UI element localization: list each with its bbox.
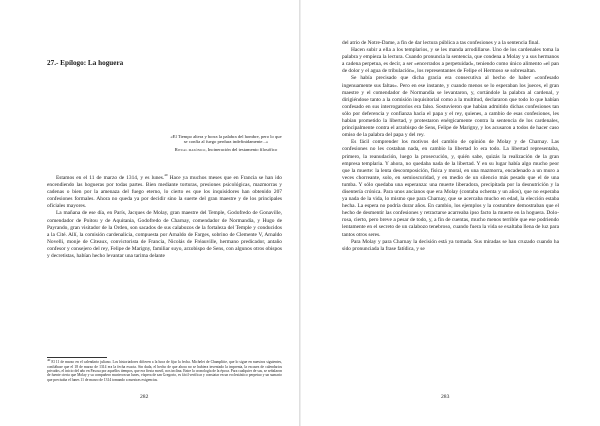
footnote-text: El 11 de marzo en el calendario juliano. Los historiadores difieren a la hora de fijar la fecha. Michelet de Champlitte, que lo sigue en nuestros siguientes, confiábase que el 18 de marzo de 1314 era la fecha exacta. Sin duda, el hecho de que ahora no se hubiera inventado la imprenta, la escasez de calendarios privados, el inicio del año en Pascua por aquellos tiempos, que era fiesta movil, nos inclina. Entre la cronología de la época. Para cualquier de sus, se señalaron de fuente cierta que Molay y su compañero murieron un lunes, víspera de san Gregorio, es fácil verificar y constatar en un ecclesiástico perpetuo y un sumario que precisaba el lunes 11 de marzo de 1314 tomando a nuestras exigencias. [47, 360, 283, 382]
paragraph-text: La mañana de ese día, en París, Jacques de Molay, gran maestre del Temple, Godofredo de Gonaville, comendador de Poitou y de Aquitania, Godofredo de Charnay, comendador de Normandía, y Hugo de Payrando, gran visitador de la Orden, son sacados de sus calabozos de la fortaleza del Temple y conducidos a la Cité. Allí, la comisión cardenalicia, compuesta por Arnaldo de Farges, sobrino de Clemente V, Arnaldo Novelli, monje de Citeaux, convictorista de Francia, Nicolás de Fréauville, hermano predicador, antaño confesor y consejero del rey, Felipe de Marigny, familiar suyo, arzobispo de Sens, con algunos otros obispos y decretistas, habían hecho levantar una tarima delante [47, 210, 282, 260]
epigraph-source-name: Ritual masónico [174, 146, 206, 152]
paragraph [47, 175, 282, 210]
paragraph: Se había precisado que dicha gracia era consecutiva al hecho de haber «confesado ingenuamente sus faltas». Pero en ese instante, y cuando menos se lo esperaban los jueces, el gran maestre y el comendador de Normandía se levantaron, y, cortándole la palabra al cardenal, y dirigiéndose tanto a la comisión inquisitorial como a la multitud, declararon que todo lo que habían confesado en sus interrogatorios era falso. Sostuvieron que habían admitido dichas confesiones tan sólo por deferencia y confianza hacia el papa y el rey, quienes, a cambio de esas confesiones, les habían prometido la libertad, y protestaron enérgicamente contra la sentencia de los cardenales, principalmente contra el arzobispo de Sens, Felipe de Marigny, y los acusaron a todos de hacer caso omiso de la palabra del papa y del rey. [342, 75, 559, 139]
paragraph-text: Hace ya muchos meses que en Francia se han ido encendiendo las hogueras por todas partes. Bien mediante torturas, presiones psicológicas, mazmorras y cadenas o bien por la amenaza del fuego eterno, lo cierto es que los inquisidores han obtenido 207 confesiones formales. Ahora no queda ya por decidir sino la suerte del gran maestre y de los principales oficiales mayores. [47, 175, 282, 210]
paragraph-text: Estamos en el 11 de marzo de 1314, y es lunes. [56, 175, 165, 181]
footnote-marker[interactable]: 40 [164, 173, 168, 178]
footnote [47, 360, 282, 382]
paragraph: Para Molay y para Charnay la decisión está ya tomada. Sus miradas se han cruzado cuando ha sido pronunciada la frase fatídica, y se [342, 238, 559, 252]
left-page [0, 0, 299, 426]
page-number-left: 282 [140, 394, 149, 400]
chapter-title: 27.- Epílogo: La hoguera [47, 59, 124, 67]
footnote-number: 40 [47, 358, 51, 362]
right-body-text [342, 40, 559, 253]
epigraph-source [170, 147, 282, 152]
paragraph: Hacen subir a ella a los templarios, y se les manda arrodillarse. Uno de los cardenales toma la palabra y empieza la lectura. Cuando pronuncia la sentencia, que condena a Molay y a sus hermanos a cadena perpetua, es decir, a ser «encerrados a perpetuidad», teniendo como único alimento «el pan de dolor y el agua de tribulación», los representantes de Felipe el Hermoso se sobresaltan. [342, 47, 559, 75]
epigraph-source-detail: , Incineración del testamento filosófico [205, 146, 278, 152]
paragraph [47, 210, 282, 260]
epigraph-quote: «El Tiempo altera y borra la palabra del hombre, pero lo que se confía al fuego perdura indefinidamente...» [170, 134, 282, 145]
footnote-rule [47, 357, 107, 358]
page-number-right: 283 [441, 394, 450, 400]
epigraph [170, 134, 282, 152]
paragraph: Es fácil comprender los motivos del cambio de opinión de Molay y de Charnay. Las confesiones no les costaban nada, en cambio la libertad lo era todo. La libertad representaba, primero, la reanudación, luego la prosecución, y, quién sabe, quizás la realización de la gran empresa templaria. Y ahora, no quedaba nada de la libertad. Y en su lugar había algo mucho peor que la muerte: la lenta descomposición, física y moral, en una mazmorra, encadenado a un muro a veces chorreante, solo, en semioscuridad, y en medio de un silencio más pesado que el de una tumba. Y sólo quedaba una esperanza: una muerte liberadora, precipitada por la desnutrición y la disentería crónica. Para unos ancianos que era Molay (contaba ochenta y un años), que no esperaba ya nada de la vida, lo mismo que para Charnay, que se acercaba mucho en edad, la elección estaba hecha. La espera no podría durar años. En cambio, los ejemplos y la costumbre demostraban que el hecho de desmentir las confesiones y retractarse acarreaba ipso facto la muerte en la hoguera. Dolo-rosa, cierto, pero breve a pesar de todo, y, a fin de cuentas, mucho menos terrible que ese podriendo lentamente en el secreto de un calabozo tenebroso, cuando fuera la vida se exaltaba llena de luz para tantos otros seres. [342, 139, 559, 238]
right-page [301, 0, 600, 426]
paragraph: del atrio de Notre-Dame, a fin de dar lectura pública a tas confesiones y a la sentencia final. [342, 40, 540, 46]
left-body-text [47, 175, 282, 260]
